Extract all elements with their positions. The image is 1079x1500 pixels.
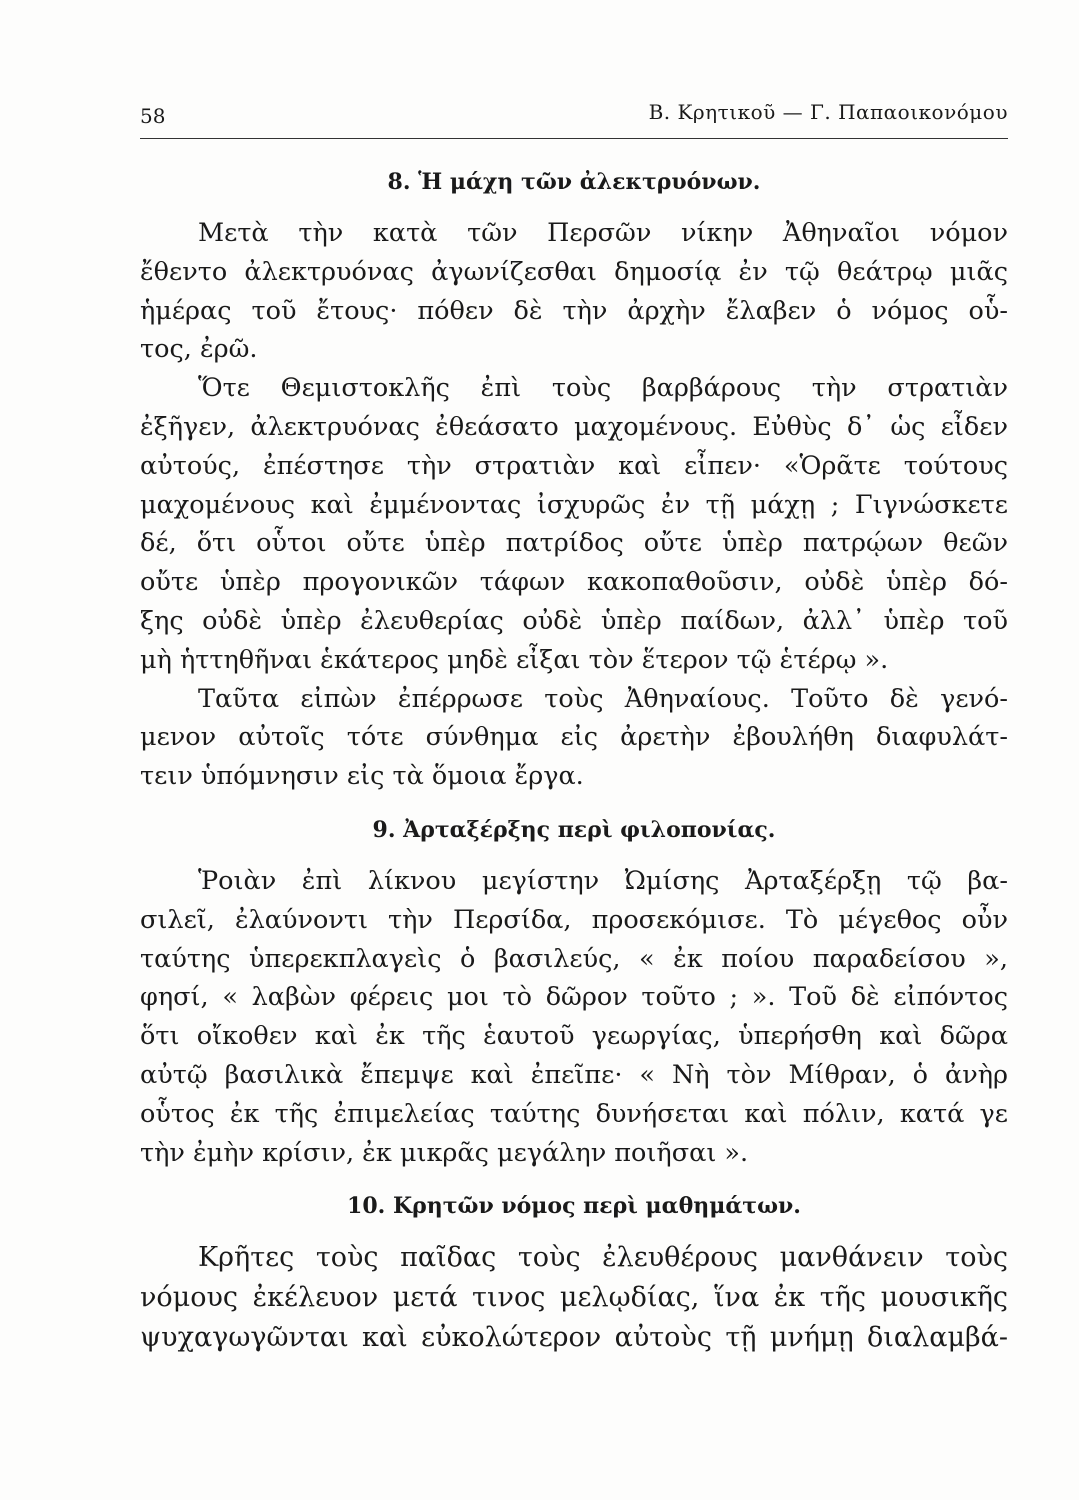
text-line: ἡμέρας τοῦ ἔτους· πόθεν δὲ τὴν ἀρχὴν ἔλαβεν ὁ νόμος οὗ-: [140, 295, 1008, 326]
text-line: τὴν ἐμὴν κρίσιν, ἐκ μικρᾶς μεγάλην ποιῆσαι ».: [140, 1137, 749, 1168]
running-head: Β. Κρητικοῦ — Γ. Παπαοικονόμου: [648, 100, 1008, 124]
section-title-10: 10. Κρητῶν νόμος περὶ μαθημάτων.: [347, 1193, 801, 1220]
text-line: αὐτῷ βασιλικὰ ἔπεμψε καὶ ἐπεῖπε· « Νὴ τὸν Μίθραν, ὁ ἀνὴρ: [140, 1059, 1008, 1090]
page-number: 58: [140, 104, 166, 128]
section-title-9: 9. Ἀρταξέρξης περὶ φιλοπονίας.: [372, 816, 776, 843]
text-line: τος, ἐρῶ.: [140, 334, 258, 365]
text-line: ταύτης ὑπερεκπλαγεὶς ὁ βασιλεύς, « ἐκ ποίου παραδείσου »,: [140, 943, 1008, 974]
text-line: νόμους ἐκέλευον μετά τινος μελῳδίας, ἵνα ἐκ τῆς μουσικῆς: [140, 1282, 1008, 1314]
text-line: ἔθεντο ἀλεκτρυόνας ἀγωνίζεσθαι δημοσίᾳ ἐν τῷ θεάτρῳ μιᾶς: [140, 256, 1008, 287]
section-title-8: 8. Ἡ μάχη τῶν ἀλεκτρυόνων.: [387, 169, 761, 195]
text-line: ψυχαγωγῶνται καὶ εὐκολώτερον αὐτοὺς τῇ μνήμῃ διαλαμβά-: [140, 1322, 1008, 1354]
header-rule: [140, 138, 1008, 139]
page-header: [140, 92, 1008, 132]
text-line: Ὅτε Θεμιστοκλῆς ἐπὶ τοὺς βαρβάρους τὴν στρατιὰν: [198, 373, 1008, 404]
text-line: ὅτι οἴκοθεν καὶ ἐκ τῆς ἑαυτοῦ γεωργίας, ὑπερήσθη καὶ δῶρα: [140, 1021, 1008, 1052]
text-line: ἐξῆγεν, ἀλεκτρυόνας ἐθεάσατο μαχομένους. Εὐθὺς δ᾽ ὡς εἶδεν: [140, 411, 1008, 442]
text-line: οὔτε ὑπὲρ προγονικῶν τάφων κακοπαθοῦσιν, οὐδὲ ὑπὲρ δό-: [140, 567, 1008, 598]
text-line: αὐτούς, ἐπέστησε τὴν στρατιὰν καὶ εἶπεν· «Ὁρᾶτε τούτους: [140, 450, 1008, 481]
text-line: μαχομένους καὶ ἐμμένοντας ἰσχυρῶς ἐν τῇ μάχῃ ; Γιγνώσκετε: [140, 489, 1008, 520]
text-line: Μετὰ τὴν κατὰ τῶν Περσῶν νίκην Ἀθηναῖοι νόμον: [198, 218, 1008, 248]
page-body: [140, 160, 1008, 1358]
text-line: δέ, ὅτι οὗτοι οὔτε ὑπὲρ πατρίδος οὔτε ὑπὲρ πατρῴων θεῶν: [140, 528, 1008, 559]
text-line: μενον αὐτοῖς τότε σύνθημα εἰς ἀρετὴν ἐβουλήθη διαφυλάτ-: [140, 722, 1008, 753]
text-line: Κρῆτες τοὺς παῖδας τοὺς ἐλευθέρους μανθάνειν τοὺς: [198, 1242, 1008, 1274]
text-line: ξης οὐδὲ ὑπὲρ ἐλευθερίας οὐδὲ ὑπὲρ παίδων, ἀλλ᾽ ὑπὲρ τοῦ: [140, 605, 1008, 636]
text-line: τειν ὑπόμνησιν εἰς τὰ ὅμοια ἔργα.: [140, 761, 584, 792]
text-line: οὗτος ἐκ τῆς ἐπιμελείας ταύτης δυνήσεται καὶ πόλιν, κατά γε: [140, 1098, 1008, 1129]
text-line: μὴ ἡττηθῆναι ἑκάτερος μηδὲ εἶξαι τὸν ἕτερον τῷ ἑτέρῳ ».: [140, 644, 889, 675]
text-line: Ῥοιὰν ἐπὶ λίκνου μεγίστην Ὠμίσης Ἀρταξέρξῃ τῷ βα-: [198, 865, 1008, 896]
text-line: σιλεῖ, ἐλαύνοντι τὴν Περσίδα, προσεκόμισε. Τὸ μέγεθος οὖν: [140, 904, 1008, 935]
text-line: Ταῦτα εἰπὼν ἐπέρρωσε τοὺς Ἀθηναίους. Τοῦτο δὲ γενό-: [198, 683, 1008, 714]
text-line: φησί, « λαβὼν φέρεις μοι τὸ δῶρον τοῦτο ; ». Τοῦ δὲ εἰπόντος: [140, 982, 1008, 1013]
